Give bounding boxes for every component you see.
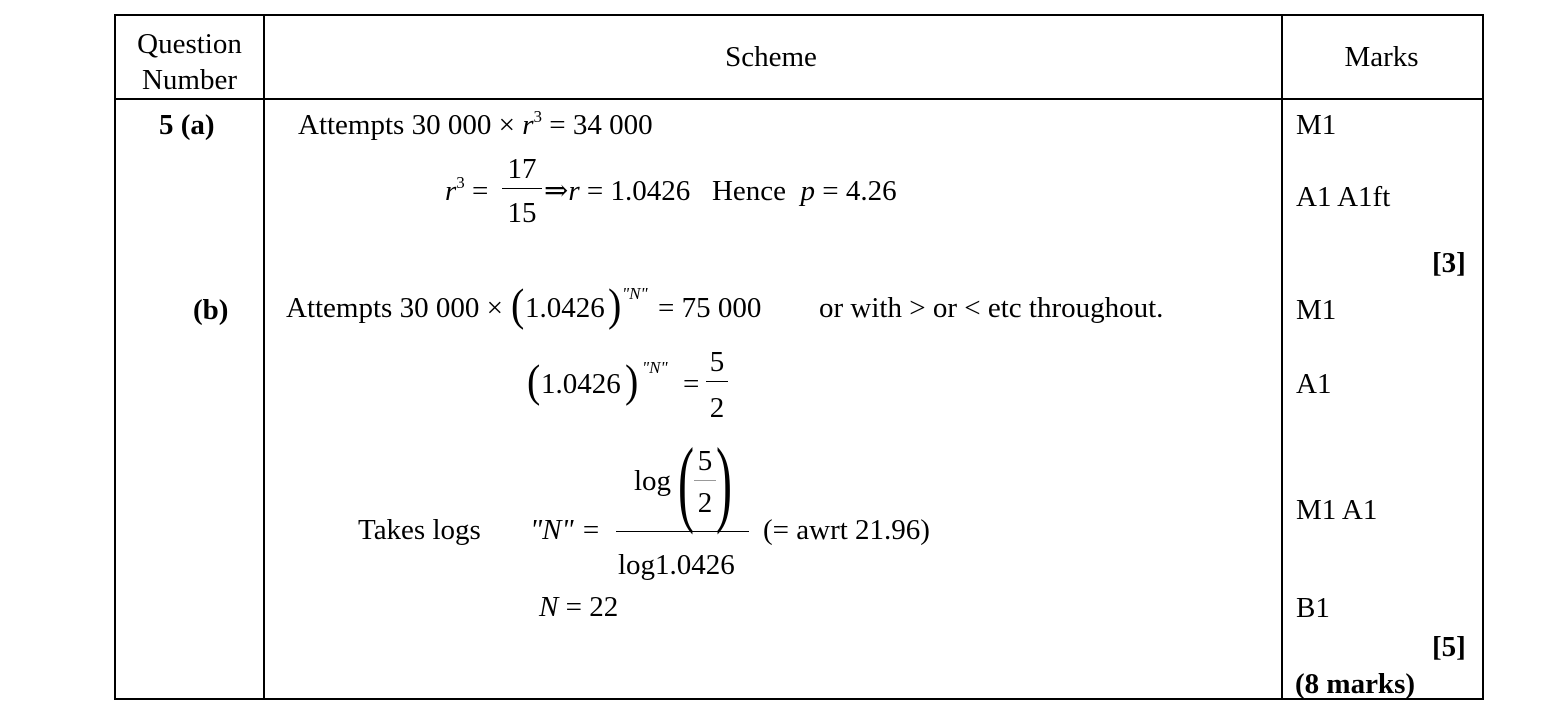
q5a-fraction <box>502 155 542 228</box>
q5b-mark-3: M1 A1 <box>1296 494 1378 526</box>
header-question-line2: Number <box>141 64 238 96</box>
grand-total: (8 marks) <box>1295 668 1416 700</box>
q5b-line1-exp: "N" <box>622 284 648 303</box>
q5b-line1-note: or with > or < etc throughout. <box>819 292 1164 324</box>
question-label-5b: (b) <box>193 294 229 326</box>
q5b-mark-4: B1 <box>1296 592 1330 624</box>
q5b-line3-main-bar <box>616 531 749 532</box>
q5b-line2-fraction <box>706 348 728 423</box>
q5b-line3-note: (= awrt 21.96) <box>763 514 930 546</box>
q5a-line2-var: r <box>445 175 457 207</box>
q5b-line2-exp: "N" <box>642 358 668 377</box>
header-marks: Marks <box>1344 41 1419 73</box>
q5a-line2-eq: = <box>472 175 489 207</box>
q5b-line4-value: = 22 <box>558 591 619 623</box>
header-divider <box>116 98 1482 100</box>
q5a-line1 <box>298 107 653 141</box>
q5b-line3-denominator: log1.0426 <box>618 549 735 581</box>
q5a-implies-arrow: ⇒ <box>544 175 569 207</box>
q5b-line1 <box>286 294 503 323</box>
header-scheme: Scheme <box>725 41 817 73</box>
q5b-line1-rhs: = 75 000 <box>658 292 762 324</box>
q5b-line4 <box>539 593 618 622</box>
q5a-line2-lhs <box>445 173 489 207</box>
column-divider-1 <box>263 16 265 698</box>
header-question-line1: Question <box>137 28 242 60</box>
q5b-line1-text: Attempts 30 000 × <box>286 292 503 324</box>
q5b-line3-log: log <box>634 465 672 497</box>
q5a-hence: Hence <box>711 175 787 207</box>
q5a-line2-exp: 3 <box>456 173 465 192</box>
q5b-line2-open-paren: ( <box>527 354 541 407</box>
q5b-line2-numerator: 5 <box>709 346 725 378</box>
q5b-line3-inner-fraction <box>694 447 716 518</box>
q5b-line3-text: Takes logs <box>358 514 481 546</box>
q5a-fraction-denominator: 15 <box>507 197 537 229</box>
q5a-p-var: p <box>800 175 816 207</box>
q5b-line3-lhs <box>530 516 601 545</box>
q5b-line2-close-paren: ) <box>625 354 639 407</box>
q5b-line2-base: 1.0426 <box>541 368 621 400</box>
q5a-line1-text: Attempts 30 000 × <box>298 109 523 141</box>
q5a-total: [3] <box>1432 247 1466 279</box>
q5a-mark-1: M1 <box>1296 109 1337 141</box>
q5b-line3-close-paren: ) <box>715 428 732 535</box>
q5a-mark-2: A1 A1ft <box>1296 181 1391 213</box>
q5b-line1-close-paren: ) <box>608 278 622 331</box>
q5b-mark-2: A1 <box>1296 368 1332 400</box>
q5a-line1-rhs: = 34 000 <box>541 109 653 141</box>
q5b-mark-1: M1 <box>1296 294 1337 326</box>
header-question-number <box>116 26 263 98</box>
q5b-line2-eq: = <box>683 368 700 400</box>
q5a-line2-rhs <box>544 177 897 206</box>
q5a-r-value: = 1.0426 <box>579 175 691 207</box>
q5a-line1-exp: 3 <box>533 107 542 126</box>
q5a-line1-var: r <box>522 109 534 141</box>
q5b-line3-open-paren: ( <box>677 428 694 535</box>
q5b-line1-base: 1.0426 <box>525 292 605 324</box>
q5a-p-value: = 4.26 <box>815 175 897 207</box>
q5b-line3-inner-denominator: 2 <box>697 487 713 519</box>
q5b-total: [5] <box>1432 631 1466 663</box>
q5b-line3-n: "N" = <box>530 514 601 546</box>
q5b-line4-var: N <box>539 591 559 623</box>
column-divider-2 <box>1281 16 1283 698</box>
q5b-line2-denominator: 2 <box>709 392 725 424</box>
q5a-r-var: r <box>568 175 580 207</box>
q5b-line3-inner-numerator: 5 <box>697 445 713 477</box>
question-label-5a: 5 (a) <box>159 109 215 141</box>
q5b-line1-open-paren: ( <box>511 278 525 331</box>
q5a-fraction-numerator: 17 <box>507 153 537 185</box>
